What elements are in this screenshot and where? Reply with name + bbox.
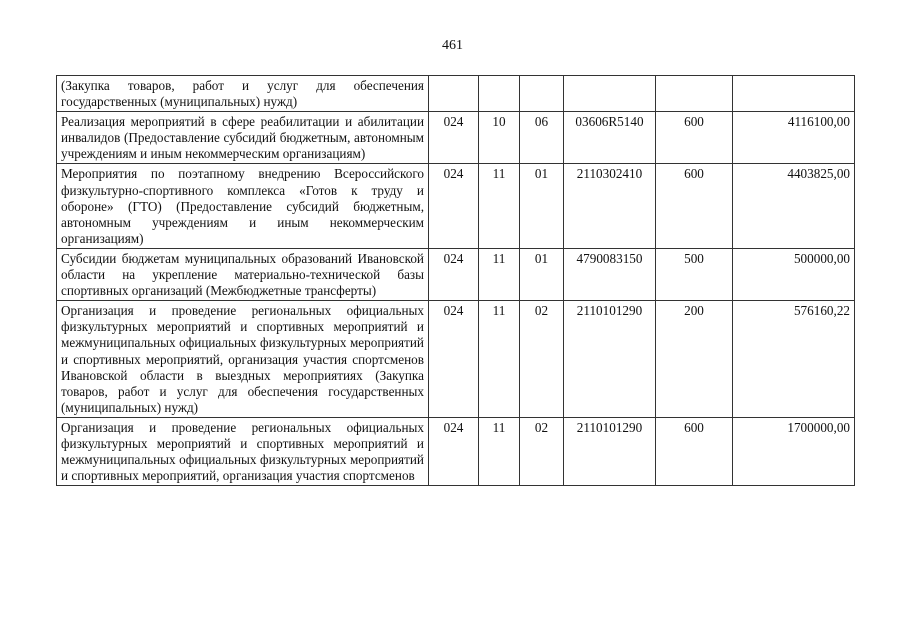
table-row	[57, 301, 855, 418]
row-amount: 1700000,00	[733, 417, 855, 485]
row-description: Организация и проведение региональных официальных физкультурных мероприятий и спортивных мероприятий и межмуниципальных официальных физкультурных мероприятий и спортивных мероприятий, организация участия спортсменов	[57, 417, 429, 485]
row-target-code: 4790083150	[564, 248, 656, 300]
row-amount: 576160,22	[733, 301, 855, 418]
row-expense-type: 600	[656, 417, 733, 485]
row-description: Организация и проведение региональных официальных физкультурных мероприятий и спортивных мероприятий и межмуниципальных официальных физкультурных мероприятий и спортивных мероприятий, организация участия спортсменов Ивановской области в выездных мероприятиях (Закупка товаров, работ и услуг для обеспечения государственных (муниципальных) нужд)	[57, 301, 429, 418]
budget-table	[56, 75, 855, 486]
row-amount: 4116100,00	[733, 112, 855, 164]
row-ministry-code: 024	[429, 301, 479, 418]
row-section-code: 11	[479, 248, 520, 300]
row-expense-type: 200	[656, 301, 733, 418]
row-subsection-code: 01	[520, 164, 564, 248]
row-section-code: 10	[479, 112, 520, 164]
row-expense-type: 500	[656, 248, 733, 300]
row-target-code: 03606R5140	[564, 112, 656, 164]
table-row	[57, 112, 855, 164]
row-expense-type: 600	[656, 112, 733, 164]
row-subsection-code: 01	[520, 248, 564, 300]
row-target-code	[564, 76, 656, 112]
row-ministry-code: 024	[429, 112, 479, 164]
row-subsection-code	[520, 76, 564, 112]
page-number: 461	[442, 38, 463, 53]
row-expense-type: 600	[656, 164, 733, 248]
table-row	[57, 417, 855, 485]
row-section-code	[479, 76, 520, 112]
row-ministry-code: 024	[429, 164, 479, 248]
row-ministry-code: 024	[429, 248, 479, 300]
row-ministry-code	[429, 76, 479, 112]
row-amount: 500000,00	[733, 248, 855, 300]
row-ministry-code: 024	[429, 417, 479, 485]
row-description: Субсидии бюджетам муниципальных образований Ивановской области на укрепление материально-технической базы спортивных организаций (Межбюджетные трансферты)	[57, 248, 429, 300]
row-target-code: 2110101290	[564, 417, 656, 485]
row-section-code: 11	[479, 301, 520, 418]
row-expense-type	[656, 76, 733, 112]
row-subsection-code: 06	[520, 112, 564, 164]
row-section-code: 11	[479, 417, 520, 485]
row-amount	[733, 76, 855, 112]
row-subsection-code: 02	[520, 301, 564, 418]
table-row	[57, 248, 855, 300]
row-target-code: 2110302410	[564, 164, 656, 248]
row-section-code: 11	[479, 164, 520, 248]
row-description: Реализация мероприятий в сфере реабилитации и абилитации инвалидов (Предоставление субсидий бюджетным, автономным учреждениям и иным некоммерческим организациям)	[57, 112, 429, 164]
row-amount: 4403825,00	[733, 164, 855, 248]
row-subsection-code: 02	[520, 417, 564, 485]
table-row	[57, 164, 855, 248]
row-description: Мероприятия по поэтапному внедрению Всероссийского физкультурно-спортивного комплекса «Готов к труду и обороне» (ГТО) (Предоставление субсидий бюджетным, автономным учреждениям и иным некоммерческим организациям)	[57, 164, 429, 248]
row-description: (Закупка товаров, работ и услуг для обеспечения государственных (муниципальных) нужд)	[57, 76, 429, 112]
row-target-code: 2110101290	[564, 301, 656, 418]
table-row	[57, 76, 855, 112]
